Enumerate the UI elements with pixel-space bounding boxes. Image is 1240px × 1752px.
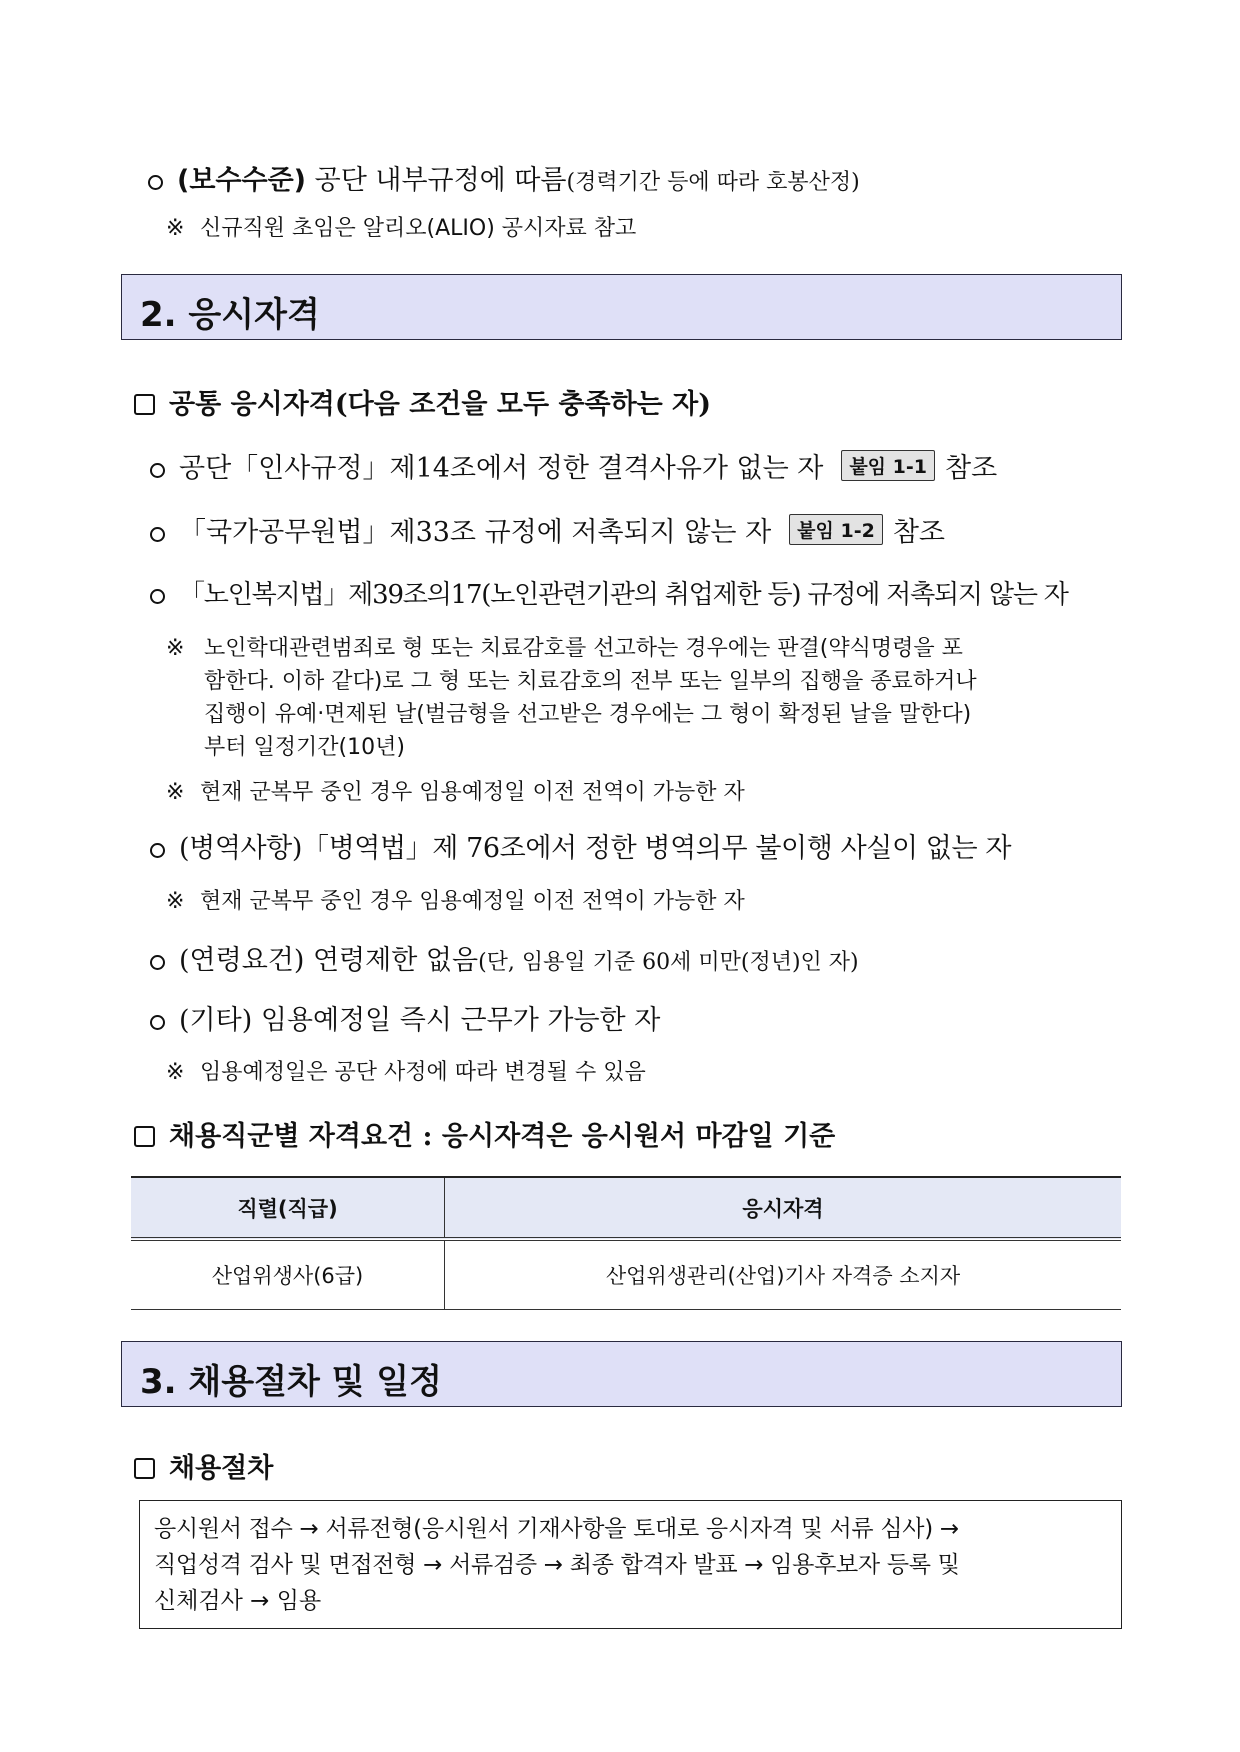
procedure-box: 응시원서 접수 → 서류전형(응시원서 기재사항을 토대로 응시자격 및 서류 심사) → 직업성격 검사 및 면접전형 → 서류검증 → 최종 합격자 발표 → 임용후보자 등록 및 신체검사 → 임용 bbox=[139, 1500, 1122, 1629]
pay-note: ※ 신규직원 초임은 알리오(ALIO) 공시자료 참고 bbox=[166, 216, 637, 241]
pay-text: 공단 내부규정에 따름 bbox=[314, 165, 567, 196]
circle-bullet-icon bbox=[150, 463, 165, 478]
note-elder-abuse: ※ 노인학대관련범죄로 형 또는 치료감호를 선고하는 경우에는 판결(약식명령을 포 함한다. 이하 같다)로 그 형 또는 치료감호의 전부 또는 일부의 집행을 종료하거나 집행이 유예‧면제된 날(벌금형을 선고받은 경우에는 그 형이 확정된 날을 말한다) 부터 일정기간(10년) bbox=[166, 632, 977, 764]
column-header: 직렬(직급) bbox=[131, 1177, 445, 1239]
common-item-4: (병역사항)「병역법」제 76조에서 정한 병역의무 불이행 사실이 없는 자 bbox=[150, 826, 1011, 865]
common-item-3: 「노인복지법」제39조의17(노인관련기관의 취업제한 등) 규정에 저촉되지 않는 자 bbox=[150, 574, 1068, 611]
section-title: 3. 채용절차 및 일정 bbox=[140, 1362, 442, 1402]
common-item-2: 「국가공무원법」제33조 규정에 저촉되지 않는 자 붙임 1-2 참조 bbox=[150, 510, 945, 549]
table-row bbox=[131, 1239, 1121, 1310]
note-military-2: ※ 현재 군복무 중인 경우 임용예정일 이전 전역이 가능한 자 bbox=[166, 889, 745, 914]
pay-item bbox=[148, 158, 860, 197]
section-header-3 bbox=[121, 1341, 1122, 1407]
section-title: 2. 응시자격 bbox=[140, 295, 320, 335]
table-cell: 산업위생사(6급) bbox=[131, 1239, 445, 1310]
reference-mark-icon: ※ bbox=[166, 216, 185, 241]
common-item-5: (연령요건) 연령제한 없음(단, 임용일 기준 60세 미만(정년)인 자) bbox=[150, 938, 859, 977]
reference-mark-icon: ※ bbox=[166, 1060, 185, 1085]
table-header-row bbox=[131, 1177, 1121, 1239]
circle-bullet-icon bbox=[148, 175, 163, 190]
circle-bullet-icon bbox=[150, 1015, 165, 1030]
reference-mark-icon: ※ bbox=[166, 889, 185, 914]
note-military-1: ※ 현재 군복무 중인 경우 임용예정일 이전 전역이 가능한 자 bbox=[166, 780, 745, 805]
procedure-heading: 채용절차 bbox=[134, 1446, 273, 1485]
circle-bullet-icon bbox=[150, 527, 165, 542]
pay-title: (보수수준) bbox=[177, 165, 307, 196]
pay-paren: (경력기간 등에 따라 호봉산정) bbox=[566, 170, 860, 195]
table-cell: 산업위생관리(산업)기사 자격증 소지자 bbox=[445, 1239, 1122, 1310]
common-item-6: (기타) 임용예정일 즉시 근무가 가능한 자 bbox=[150, 998, 660, 1037]
square-bullet-icon bbox=[134, 1126, 155, 1147]
common-item-1: 공단「인사규정」제14조에서 정한 결격사유가 없는 자 붙임 1-1 참조 bbox=[150, 446, 997, 485]
reference-mark-icon: ※ bbox=[166, 636, 185, 661]
common-heading: 공통 응시자격(다음 조건을 모두 충족하는 자) bbox=[134, 382, 711, 421]
circle-bullet-icon bbox=[150, 843, 165, 858]
column-header: 응시자격 bbox=[445, 1177, 1122, 1239]
note-start-date: ※ 임용예정일은 공단 사정에 따라 변경될 수 있음 bbox=[166, 1060, 646, 1085]
section-header-2 bbox=[121, 274, 1122, 340]
attachment-badge: 붙임 1-2 bbox=[789, 514, 883, 545]
circle-bullet-icon bbox=[150, 955, 165, 970]
reference-mark-icon: ※ bbox=[166, 780, 185, 805]
requirements-heading: 채용직군별 자격요건 : 응시자격은 응시원서 마감일 기준 bbox=[134, 1114, 835, 1153]
attachment-badge: 붙임 1-1 bbox=[841, 450, 935, 481]
circle-bullet-icon bbox=[150, 589, 165, 604]
requirements-table bbox=[131, 1176, 1121, 1310]
square-bullet-icon bbox=[134, 394, 155, 415]
square-bullet-icon bbox=[134, 1458, 155, 1479]
